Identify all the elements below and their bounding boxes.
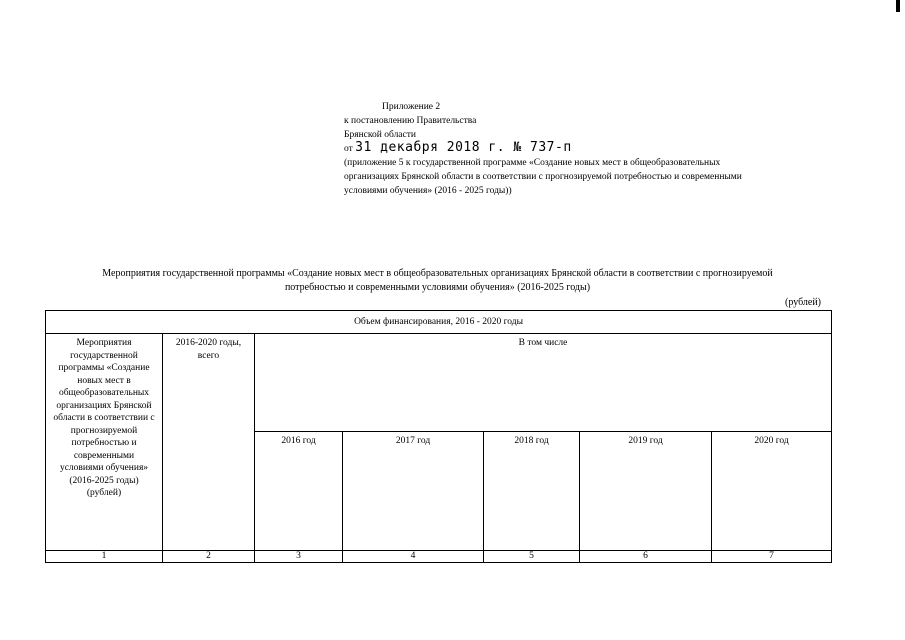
table-row (46, 311, 832, 334)
header-line: 2016-2020 годы, (175, 338, 242, 349)
unit-label: (рублей) (785, 297, 822, 308)
document-title-line-1: Мероприятия государственной программы «Создание новых мест в общеобразовательных организациях Брянской области в соответствии с прогнозируемой (102, 268, 773, 279)
column-number: 5 (484, 550, 580, 562)
header-line: организациях Брянской (56, 400, 152, 411)
column-number-row (46, 550, 832, 562)
date-prefix: от (344, 144, 353, 154)
header-line: (рублей) (86, 488, 122, 499)
appendix-region-line: Брянской области (344, 130, 416, 140)
scan-edge-mark (896, 0, 900, 12)
column-number: 7 (712, 550, 832, 562)
header-line: Мероприятия (76, 338, 132, 349)
header-line: государственной (70, 350, 138, 361)
measures-column-header (46, 334, 163, 551)
column-number: 4 (343, 550, 484, 562)
header-line: программы «Создание (58, 363, 150, 374)
appendix-resolution-line: к постановлению Правительства (344, 116, 477, 126)
appendix-date-line (344, 141, 572, 156)
header-line: прогнозируемой (70, 425, 138, 436)
header-line: современными (73, 450, 135, 461)
column-number: 1 (46, 550, 163, 562)
handwritten-date-stamp: 31 декабря 2018 г. № 737-п (355, 140, 572, 155)
header-line: условиями обучения» (59, 463, 149, 474)
appendix-note-line-1: (приложение 5 к государственной программе «Создание новых мест в общеобразовательных (344, 158, 721, 168)
header-line: области в соответствии с (53, 413, 155, 424)
appendix-number: Приложение 2 (382, 102, 441, 112)
column-number: 2 (163, 550, 255, 562)
financing-table (45, 310, 832, 563)
including-header: В том числе (255, 334, 832, 432)
year-2019-header: 2019 год (580, 432, 712, 550)
column-number: 6 (580, 550, 712, 562)
document-title-line-2: потребностью и современными условиями обучения» (2016-2025 годы) (284, 282, 591, 293)
header-line: потребностью и (71, 438, 137, 449)
header-line: (2016-2025 годы) (69, 475, 139, 486)
appendix-note-line-3: условиями обучения» (2016 - 2025 годы)) (344, 186, 512, 196)
financing-volume-header: Объем финансирования, 2016 - 2020 годы (46, 311, 832, 334)
header-line: новых мест в (77, 375, 131, 386)
table-row (46, 334, 832, 432)
year-2016-header: 2016 год (255, 432, 343, 550)
header-line: общеобразовательных (58, 388, 150, 399)
year-2018-header: 2018 год (484, 432, 580, 550)
year-2017-header: 2017 год (343, 432, 484, 550)
total-column-header (163, 334, 255, 551)
column-number: 3 (255, 550, 343, 562)
year-2020-header: 2020 год (712, 432, 832, 550)
header-line: всего (197, 350, 220, 361)
appendix-note-line-2: организациях Брянской области в соответствии с прогнозируемой потребностью и современными (344, 172, 742, 182)
